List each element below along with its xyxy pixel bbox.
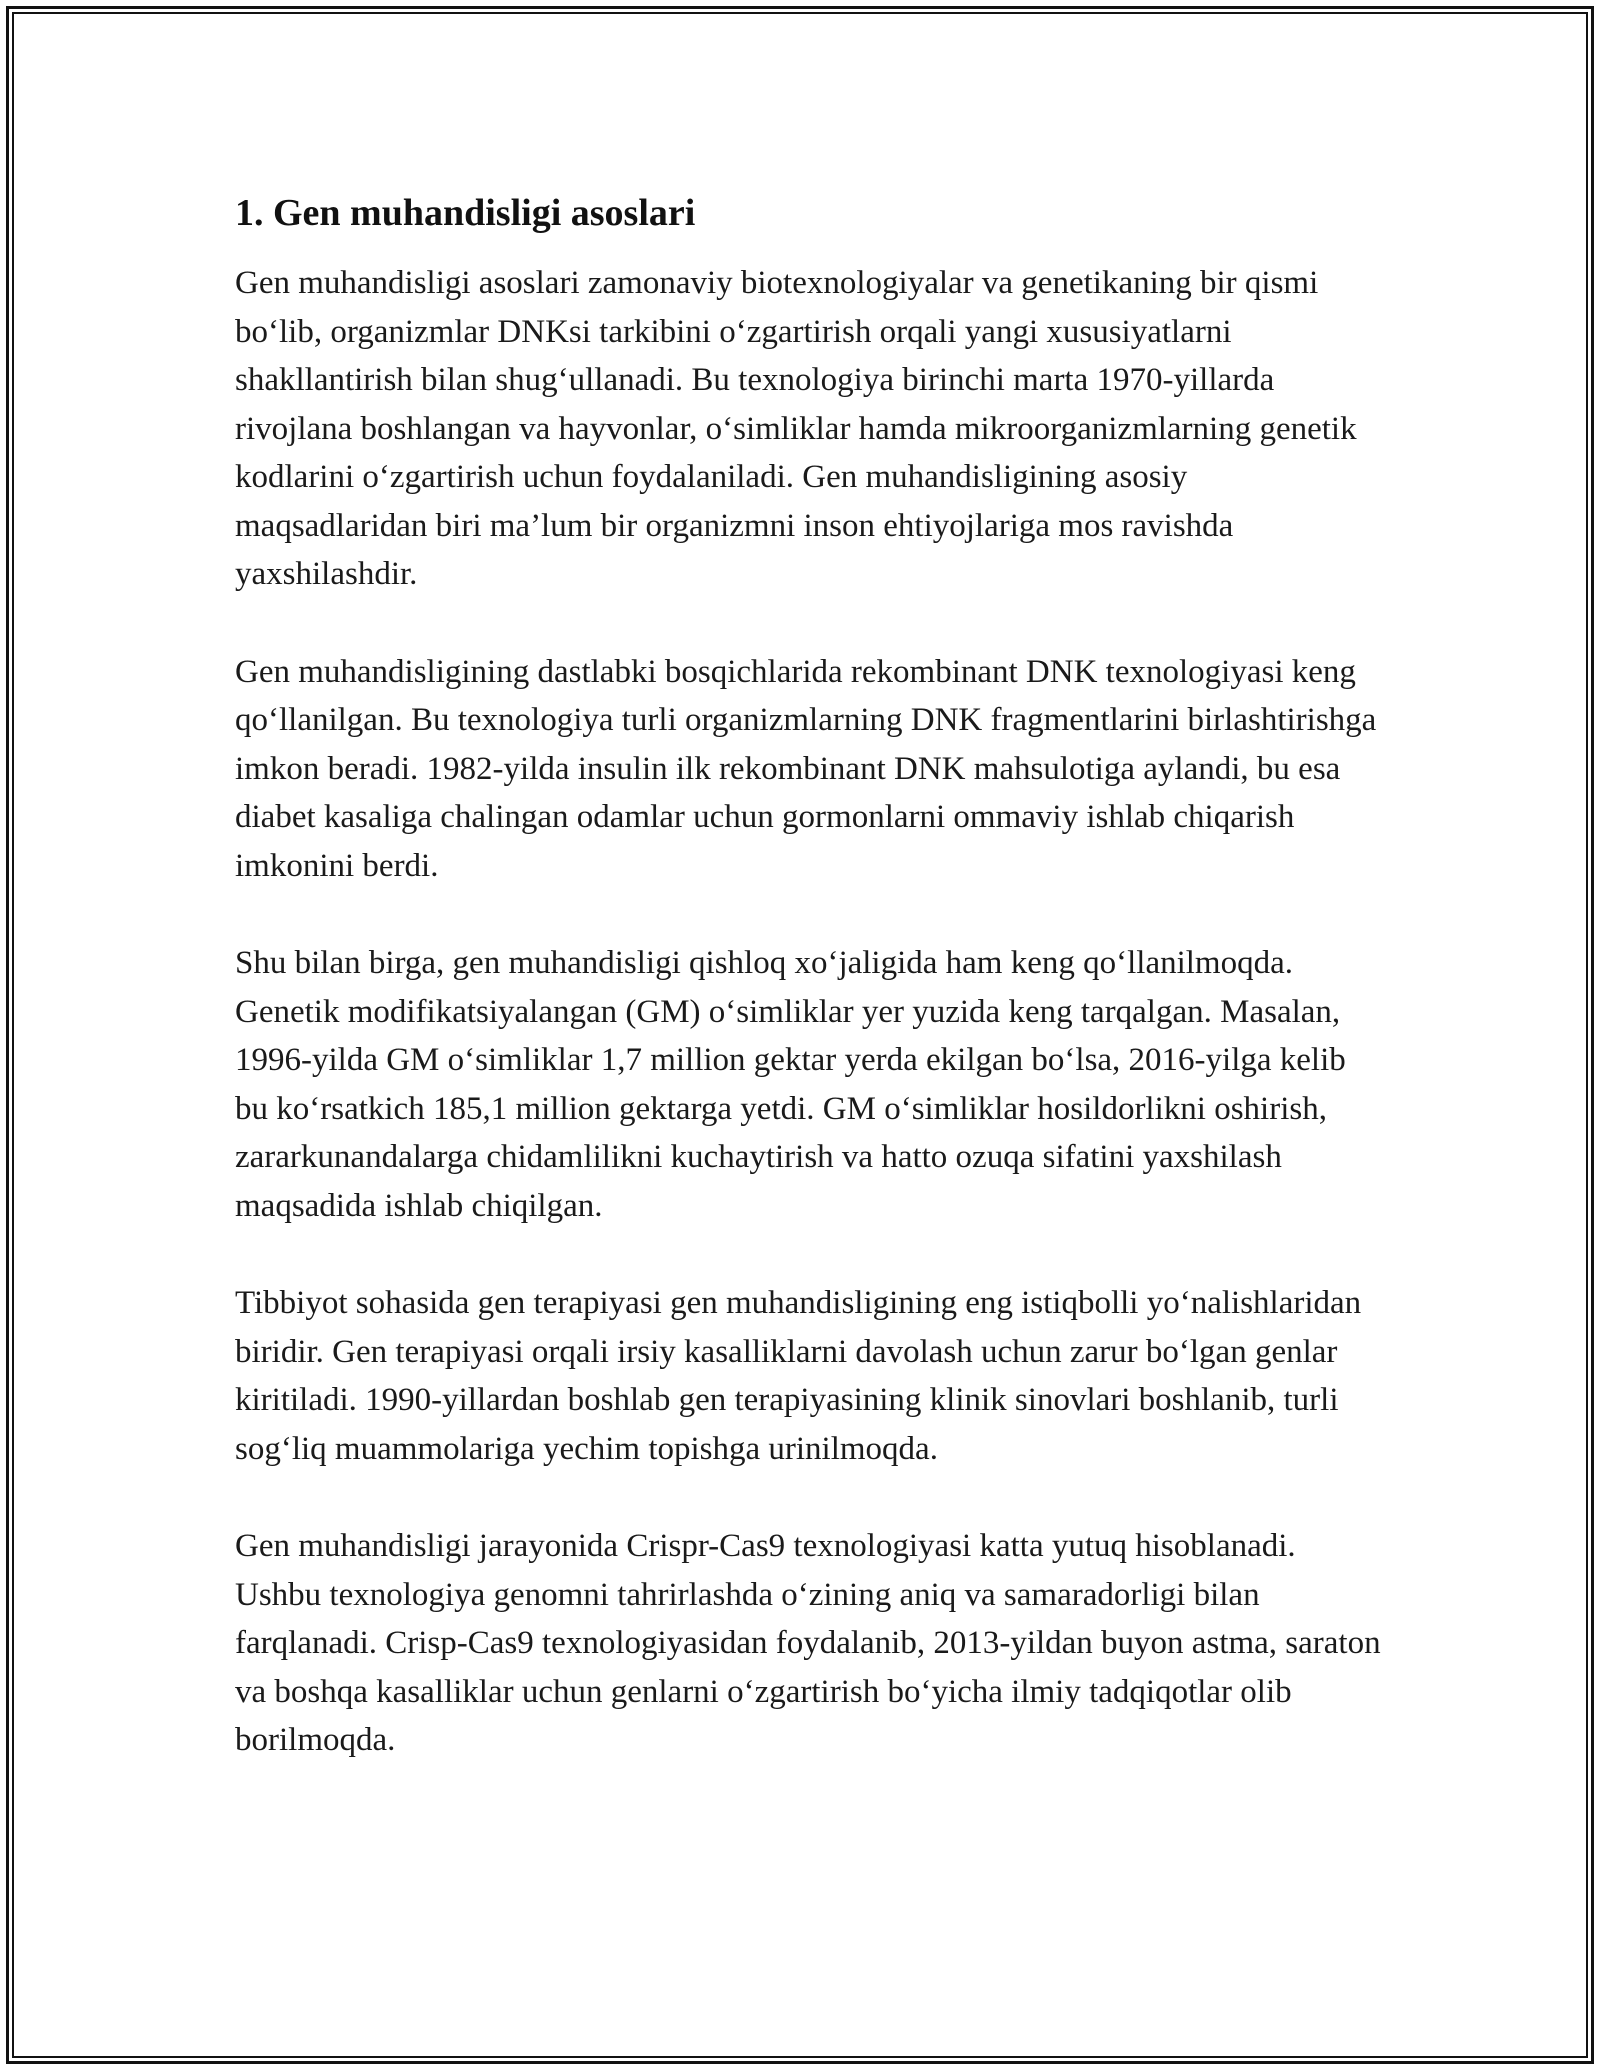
paragraph-agriculture: Shu bilan birga, gen muhandisligi qishloq xo‘jaligida ham keng qo‘llanilmoqda. Genetik modifikatsiyalangan (GM) o‘simliklar yer yuzida keng tarqalgan. Masalan, 1996-yilda GM o‘simliklar 1,7 million gektar yerda ekilgan bo‘lsa, 2016-yilga kelib bu ko‘rsatkich 185,1 million gektarga yetdi. GM o‘simliklar hosildorlikni oshirish, zararkunandalarga chidamlilikni kuchaytirish va hatto ozuqa sifatini yaxshilash maqsadida ishlab chiqilgan. (235, 945, 1346, 1224)
paragraph-crispr: Gen muhandisligi jarayonida Crispr-Cas9 texnologiyasi katta yutuq hisoblanadi. Ushbu texnologiya genomni tahrirlashda o‘zining aniq va samaradorligi bilan farqlanadi. Crisp-Cas9 texnologiyasidan foydalanib, 2013-yildan buyon astma, saraton va boshqa kasalliklar uchun genlarni o‘zgartirish bo‘yicha ilmiy tadqiqotlar olib borilmoqda. (235, 1528, 1381, 1758)
section-heading: 1. Gen muhandisligi asoslari (235, 192, 696, 234)
paragraph-recombinant-dna: Gen muhandisligining dastlabki bosqichlarida rekombinant DNK texnologiyasi keng qo‘llanilgan. Bu texnologiya turli organizmlarning DNK fragmentlarini birlashtirishga imkon beradi. 1982-yilda insulin ilk rekombinant DNK mahsulotiga aylandi, bu esa diabet kasaliga chalingan odamlar uchun gormonlarni ommaviy ishlab chiqarish imkonini berdi. (235, 653, 1377, 884)
document-body (235, 185, 1385, 1814)
paragraph-intro: Gen muhandisligi asoslari zamonaviy biotexnologiyalar va genetikaning bir qismi bo‘lib, organizmlar DNKsi tarkibini o‘zgartirish orqali yangi xususiyatlarni shakllantirish bilan shug‘ullanadi. Bu texnologiya birinchi marta 1970-yillarda rivojlana boshlangan va hayvonlar, o‘simliklar hamda mikroorganizmlarning genetik kodlarini o‘zgartirish uchun foydalaniladi. Gen muhandisligining asosiy maqsadlaridan biri ma’lum bir organizmni inson ehtiyojlariga mos ravishda yaxshilashdir. (235, 265, 1357, 592)
paragraph-gene-therapy: Tibbiyot sohasida gen terapiyasi gen muhandisligining eng istiqbolli yo‘nalishlaridan biridir. Gen terapiyasi orqali irsiy kasalliklarni davolash uchun zarur bo‘lgan genlar kiritiladi. 1990-yillardan boshlab gen terapiyasining klinik sinovlari boshlanib, turli sog‘liq muammolariga yechim topishga urinilmoqda. (235, 1285, 1362, 1467)
